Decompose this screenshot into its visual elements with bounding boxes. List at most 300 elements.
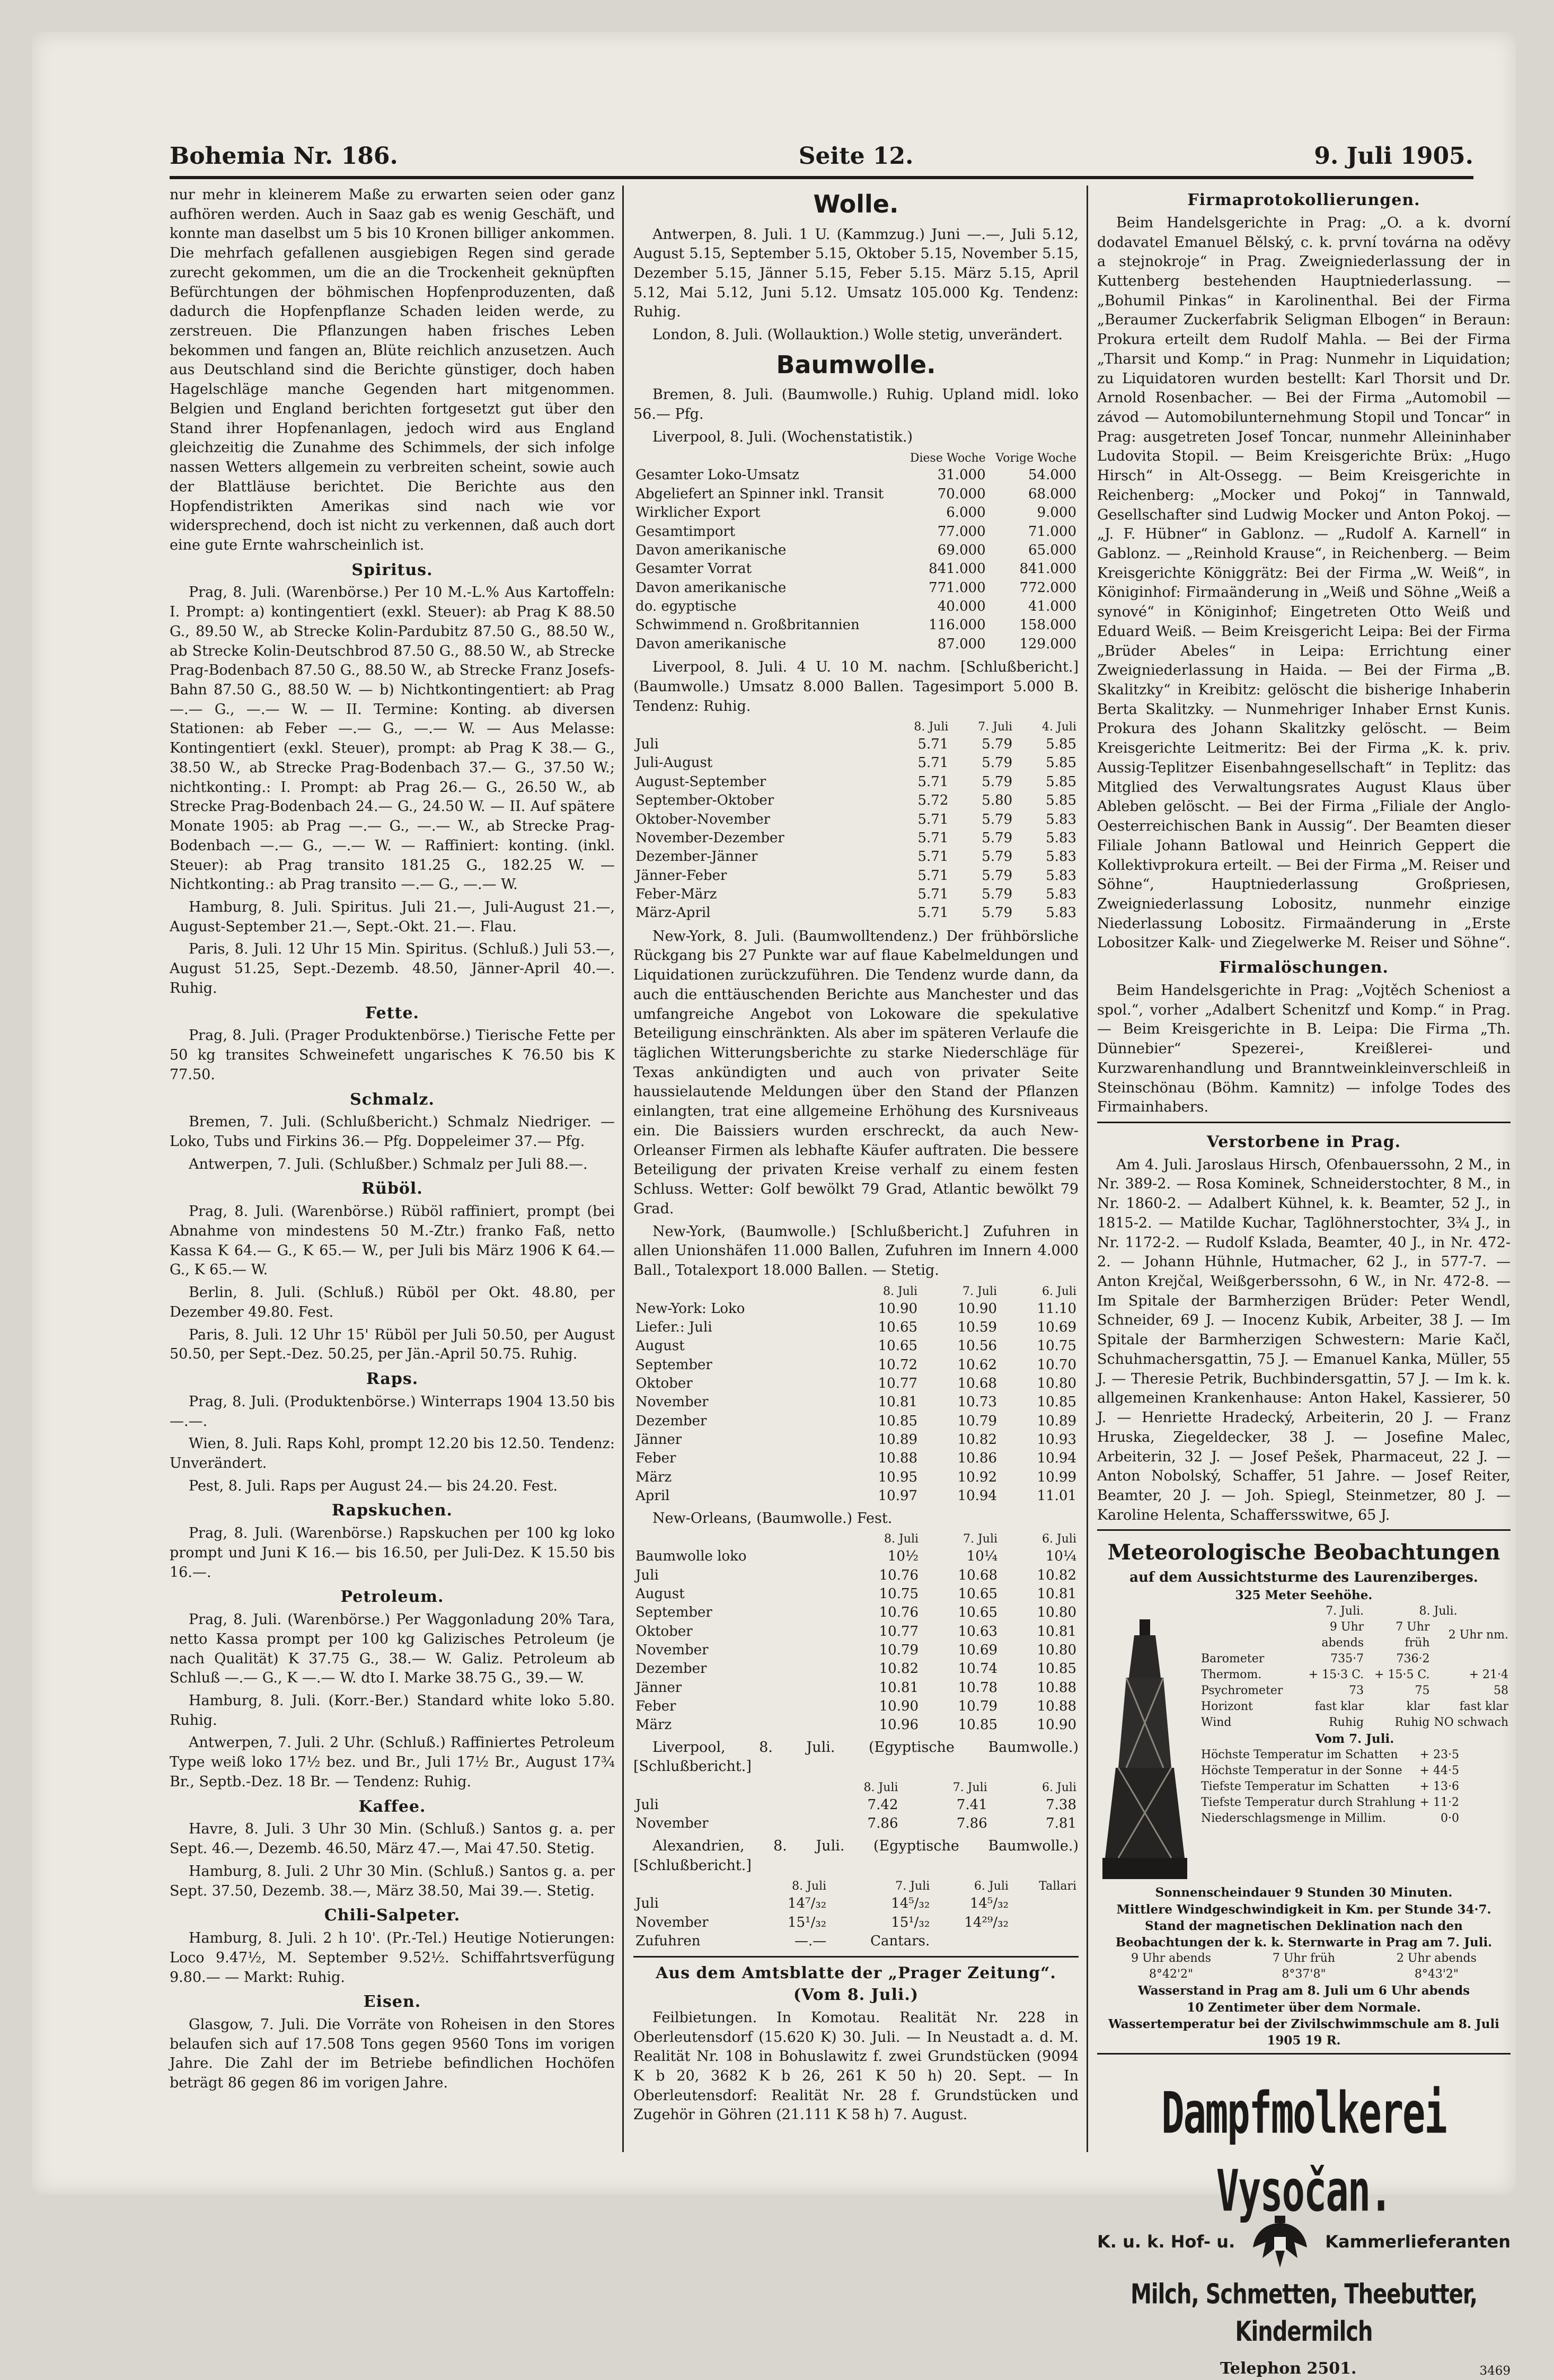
weather-box <box>1097 1529 1511 2049</box>
table-cell <box>1432 1651 1511 1667</box>
table-cell: 10.90 <box>1037 1717 1076 1733</box>
table-cell: Feber-März <box>635 886 717 902</box>
table-cell: 9 Uhr abends <box>1131 1952 1212 1965</box>
table-cell: 10.79 <box>957 1413 997 1429</box>
market-entry: Liverpool, 8. Juli. (Wochenstatistik.) <box>652 428 913 445</box>
table-cell: 10¼ <box>1045 1548 1076 1565</box>
table-cell: 10.89 <box>1037 1413 1076 1429</box>
table-header: 8. Juli <box>883 1284 918 1298</box>
table-unit: Tallari <box>1039 1880 1076 1893</box>
market-entry: Prag, 8. Juli. (Warenbörse.) Rüböl raffiniert, prompt (bei Abnahme von mindestens 50 M.-Ztr.) franko Faß, netto Kassa K 64.— G., K 65.— W., per Juli bis März 1906 K 64.— G., K 65.— W. <box>170 1203 615 1279</box>
newspaper-page <box>32 32 1516 2378</box>
table-cell: 10.86 <box>957 1450 997 1467</box>
table-cell: —.— <box>794 1933 827 1949</box>
market-entry: Pest, 8. Juli. Raps per August 24.— bis 24.20. Fest. <box>189 1477 558 1494</box>
table-cell: 10.88 <box>1037 1679 1076 1696</box>
table-cell: 41.000 <box>1028 598 1076 614</box>
table-row <box>1199 1795 1461 1811</box>
ad-telephone: Telephon 2501. <box>1220 2359 1357 2378</box>
table-cell: Jänner <box>635 1679 682 1696</box>
table-cell: 10.76 <box>879 1605 919 1621</box>
table-cell: 7.41 <box>956 1797 987 1813</box>
table-cell: 10.97 <box>878 1488 918 1504</box>
table-cell: September <box>635 1605 712 1621</box>
market-entry: Alexandrien, 8. Juli. (Egyptische Baumwolle.) [Schlußbericht.] <box>633 1837 1079 1874</box>
table-cell: 58 <box>1494 1683 1508 1697</box>
table-cell: + 21·4 <box>1469 1668 1508 1682</box>
market-entry: Paris, 8. Juli. 12 Uhr 15' Rüböl per Juli 50.50, per August 50.50, per Sept.-Dez. 50.25, per Jän.-April 50.75. Ruhig. <box>170 1326 615 1363</box>
table-cell: Psychrometer <box>1201 1683 1283 1697</box>
table-row <box>633 848 1079 866</box>
table-cell: 10.90 <box>879 1698 919 1715</box>
section-heading-baumwolle: Baumwolle. <box>776 350 936 379</box>
table-header: 4. Juli <box>1041 720 1076 734</box>
table-cell: 5.85 <box>1046 755 1076 771</box>
table-cell: 736·2 <box>1396 1652 1430 1666</box>
table-header: 9 Uhr abends <box>1321 1620 1364 1650</box>
table-cell: Zufuhren <box>635 1933 701 1949</box>
table-cell: 5.71 <box>917 867 949 884</box>
table-cell: 75 <box>1415 1683 1430 1697</box>
table-cell: 5.71 <box>917 886 949 902</box>
table-cell: 10.80 <box>1037 1642 1076 1658</box>
table-header: 6. Juli <box>1041 1284 1076 1298</box>
market-entry: Prag, 8. Juli. (Produktenbörse.) Winterraps 1904 13.50 bis —.—. <box>170 1393 615 1430</box>
table-header: 8. Juli <box>914 720 949 734</box>
table-cell: 10.70 <box>1037 1356 1076 1373</box>
header-page: Seite 12. <box>798 143 914 170</box>
market-entry: London, 8. Juli. (Wollauktion.) Wolle stetig, unverändert. <box>652 327 1063 343</box>
table-cell: 10.78 <box>958 1679 998 1696</box>
advertisement <box>1097 2053 1511 2379</box>
table-row <box>633 1566 1079 1585</box>
table-cell: Höchste Temperatur im Schatten <box>1201 1748 1398 1761</box>
table-row <box>1199 1747 1461 1763</box>
weather-water-level: 10 Zentimeter über dem Normale. <box>1187 2000 1421 2015</box>
alexandria-table <box>633 1879 1079 1951</box>
table-cell: 10.75 <box>879 1585 919 1602</box>
table-row <box>633 1697 1079 1716</box>
table-cell: Dezember <box>635 1413 707 1429</box>
table-cell: 10.69 <box>958 1642 998 1658</box>
table-cell: 5.83 <box>1046 811 1076 827</box>
market-entry: Hamburg, 8. Juli. 2 Uhr 30 Min. (Schluß.) Santos g. a. per Sept. 37.50, Dezemb. 38.—, März 38.50, Mai 39.—. Stetig. <box>170 1863 615 1899</box>
table-cell: 10.93 <box>1037 1432 1076 1448</box>
table-cell: 116.000 <box>929 617 986 633</box>
table-cell: + 15·5 C. <box>1374 1668 1430 1682</box>
table-row <box>633 1318 1079 1337</box>
table-cell: 10.65 <box>958 1585 998 1602</box>
table-cell: November <box>635 1815 709 1832</box>
table-cell: 10.81 <box>878 1394 918 1411</box>
table-header: 2 Uhr nm. <box>1448 1628 1508 1642</box>
table-cell: 10.90 <box>878 1300 918 1317</box>
table-cell: Juli <box>635 1896 659 1912</box>
table-cell: 73 <box>1349 1683 1364 1697</box>
weather-magnet: Stand der magnetischen Deklination nach den Beobachtungen der k. k. Sternwarte in Prag am 7. Juli. <box>1115 1918 1493 1950</box>
table-cell: März-April <box>635 905 711 921</box>
table-cell: 5.85 <box>1046 736 1076 753</box>
table-cell: 14²⁹/₃₂ <box>964 1914 1009 1931</box>
table-cell: 10.89 <box>878 1432 918 1448</box>
weather-wind: Mittlere Windgeschwindigkeit in Km. per Stunde 34·7. <box>1116 1902 1491 1917</box>
table-cell: 10.80 <box>1037 1376 1076 1391</box>
table-cell: 10.62 <box>957 1356 997 1373</box>
table-cell: 5.85 <box>1046 773 1076 790</box>
table-row <box>633 523 1079 541</box>
table-cell: 14⁷/₃₂ <box>788 1896 827 1912</box>
table-cell: 10.88 <box>878 1450 918 1467</box>
table-cell: 10.81 <box>1037 1585 1076 1602</box>
table-cell: 5.71 <box>917 736 949 753</box>
table-cell: Davon amerikanische <box>635 579 787 596</box>
table-row <box>633 1641 1079 1660</box>
table-cell: 69.000 <box>937 542 986 558</box>
table-cell: 10.56 <box>957 1338 997 1354</box>
table-cell: 5.79 <box>982 811 1013 827</box>
table-row <box>633 1374 1079 1393</box>
table-cell: Oktober <box>635 1623 693 1639</box>
table-header: Vorige Woche <box>995 451 1076 465</box>
table-cell: 5.71 <box>917 849 949 865</box>
table-cell: Dezember-Jänner <box>635 849 758 865</box>
table-cell: 10.65 <box>958 1605 998 1621</box>
table-cell: 10.90 <box>957 1300 997 1317</box>
table-row <box>633 1660 1079 1678</box>
table-cell: 10.92 <box>957 1469 997 1485</box>
table-row <box>633 1914 1079 1932</box>
table-cell: 5.79 <box>982 905 1013 921</box>
table-cell: 5.80 <box>982 792 1013 809</box>
table-header: 8. Juli. <box>1419 1605 1458 1618</box>
table-cell: Juli-August <box>635 755 713 771</box>
table-row <box>633 867 1079 885</box>
weather-water: Wasserstand in Prag am 8. Juli um 6 Uhr abends <box>1137 1984 1470 1998</box>
table-cell: 15¹/₃₂ <box>788 1914 827 1931</box>
table-header: 7. Juli <box>978 720 1013 734</box>
table-cell: 7.81 <box>1046 1815 1076 1832</box>
table-cell: Davon amerikanische <box>635 542 787 558</box>
magnet-table <box>1097 1951 1511 1982</box>
table-row <box>633 560 1079 578</box>
table-cell: NO schwach <box>1434 1715 1508 1729</box>
table-cell: 10.69 <box>1037 1319 1076 1335</box>
market-entry: Hamburg, 8. Juli. 2 h 10'. (Pr.-Tel.) Heutige Notierungen: Loco 9.47½, M. September 9.52½. Schiffahrtsverfügung 9.80.— — Markt: Ruhig. <box>170 1930 615 1986</box>
table-cell: 10.81 <box>879 1679 919 1696</box>
table-row <box>633 1894 1079 1913</box>
table-row <box>633 616 1079 634</box>
table-header: 7. Juli <box>962 1284 997 1298</box>
liverpool-egyptian-table <box>633 1780 1079 1834</box>
market-entry: Liverpool, 8. Juli. (Egyptische Baumwolle.) [Schlußbericht.] <box>633 1739 1079 1775</box>
section-heading-rueboel: Rüböl. <box>361 1179 423 1198</box>
table-cell: Horizont <box>1201 1699 1253 1713</box>
table-cell: Ruhig <box>1329 1715 1364 1729</box>
table-cell: 54.000 <box>1028 467 1076 483</box>
market-entry: Hamburg, 8. Juli. (Korr.-Ber.) Standard white loko 5.80. Ruhig. <box>170 1693 615 1729</box>
table-row <box>633 810 1079 829</box>
table-cell: 10.96 <box>879 1717 919 1733</box>
table-cell: 10.85 <box>878 1413 918 1429</box>
table-cell: Tiefste Temperatur durch Strahlung <box>1201 1795 1416 1809</box>
table-cell: November <box>635 1642 709 1658</box>
table-cell: do. egyptische <box>635 598 737 614</box>
header-issue: Bohemia Nr. 186. <box>170 143 398 170</box>
notice-entry: Feilbietungen. In Komotau. Realität Nr. 228 in Oberleutensdorf (15.620 K) 30. Juli. — In Neustadt a. d. M. Realität Nr. 108 in Bohuslawitz f. zwei Grundstücken (9094 K b 20, 3682 K b 26, 261 K 50 h) 20. Sept. — In Oberleutensdorf: Realität Nr. 28 f. Grundstücken und Zugehör in Göhren (21.111 K 58 h) 7. August. <box>633 2009 1079 2123</box>
table-row <box>633 904 1079 922</box>
table-cell: 10.77 <box>878 1376 918 1391</box>
table-cell: 71.000 <box>1028 523 1076 540</box>
table-cell: Gesamtimport <box>635 523 736 540</box>
table-cell: 772.000 <box>1019 579 1076 596</box>
table-cell: 10.94 <box>957 1488 997 1504</box>
market-entry: Prag, 8. Juli. (Warenbörse.) Per 10 M.-L.% Aus Kartoffeln: I. Prompt: a) kontingentiert (exkl. Steuer): ab Prag K 88.50 G., 89.50 W., ab Strecke Kolin-Pardubitz 87.50 G., 88.50 W., ab Strecke Kolin-Deutschbrod 87.50 G., 88.50 W., ab Strecke Prag-Bodenbach 87.50 G., 88.50 W., ab Strecke Franz Josefs-Bahn 87.50 G., 88.50 W. — b) Nichtkontingentiert: ab Prag —.— G., —.— W. — II. Termine: Konting. ab diversen Stationen: ab Feber —.— G., —.— W. — Aus Melasse: Kontingentiert (exkl. Steuer), prompt: ab Prag K 38.— G., 38.50 W., ab Strecke Prag-Bodenbach 37.— G., 37.50 W.; nichtkonting.: I. Prompt: ab Prag 26.— G., 26.50 W., ab Strecke Prag-Bodenbach 24.— G., 24.50 W. — II. Auf spätere Monate 1905: ab Prag —.— G., —.— W., ab Strecke Prag-Bodenbach —.— G., —.— W. — Raffiniert: konting. (inkl. Steuer): ab Prag transito 181.25 G., 182.25 W. — Nichtkonting.: ab Prag transito —.— G., —.— W. <box>170 584 615 893</box>
table-cell: 10.65 <box>878 1338 918 1354</box>
table-cell: 10.80 <box>1037 1605 1076 1621</box>
table-cell: + 11·2 <box>1419 1795 1459 1809</box>
table-row <box>633 1337 1079 1355</box>
table-cell: Baumwolle loko <box>635 1548 747 1565</box>
table-cell: 6.000 <box>946 505 986 521</box>
table-cell: Juli <box>635 1797 659 1813</box>
table-cell: + 23·5 <box>1419 1748 1459 1761</box>
weather-water-temp: Wassertemperatur bei der Zivilschwimmschule am 8. Juli 1905 19 R. <box>1108 2016 1499 2048</box>
table-cell: 10.63 <box>958 1623 998 1639</box>
table-cell: 10.94 <box>1037 1450 1076 1467</box>
table-cell: 5.71 <box>917 773 949 790</box>
table-cell: Höchste Temperatur in der Sonne <box>1201 1764 1402 1777</box>
market-entry: Wien, 8. Juli. Raps Kohl, prompt 12.20 bis 12.50. Tendenz: Unverändert. <box>170 1435 615 1471</box>
table-row <box>633 1300 1079 1318</box>
table-cell: Juli <box>635 1567 659 1583</box>
table-header: 8. Juli <box>792 1880 827 1893</box>
table-cell: Gesamter Loko-Umsatz <box>635 467 799 483</box>
table-cell: März <box>635 1717 672 1733</box>
table-cell: 5.79 <box>982 886 1013 902</box>
table-cell: + 13·6 <box>1419 1779 1459 1793</box>
market-entry: Hamburg, 8. Juli. Spiritus. Juli 21.—, Juli-August 21.—, August-September 21.—, Sept.-Okt. 21.—. Flau. <box>170 898 615 935</box>
table-cell: 5.79 <box>982 830 1013 846</box>
table-cell: 735·7 <box>1330 1652 1364 1666</box>
table-cell: 10.68 <box>958 1567 998 1583</box>
table-header: 6. Juli <box>1041 1781 1076 1795</box>
table-cell: Oktober-November <box>635 811 771 827</box>
ad-title: Dampfmolkerei Vysočan. <box>1161 2079 1446 2225</box>
table-row <box>633 1796 1079 1814</box>
table-cell: Dezember <box>635 1661 707 1677</box>
table-cell: September-Oktober <box>635 792 774 809</box>
table-cell: 10.59 <box>957 1319 997 1335</box>
table-cell: 5.79 <box>982 849 1013 865</box>
notice-entry: Beim Handelsgerichte in Prag: „O. a k. dvorní dodavatel Emanuel Bělský, c. k. první továrna na oděvy a stejnokroje“ in Prag. Zweigniederlassung der in Kuttenberg bestehenden Hauptniederlassung. — „Bohumil Pinkas“ in Karolinenthal. Bei der Firma „Beraumer Zuckerfabrik Seligman Elbogen“ in Beraun: Prokura erteilt dem Rudolf Mahla. — Bei der Firma „Tharsit und Komp.“ in Prag: Nunmehr in Liquidation; zu Liquidatoren wurden bestellt: Karl Thorsit und Dr. Arnold Rosenbacher. — Bei der Firma „Automobil — závod — Automobilunternehmung Stopil und Toncar“ in Prag: ausgetreten Josef Toncar, nunmehr Alleininhaber Ludovita Stopil. — Beim Kreisgerichte Brüx: „Hugo Hirsch“ in Alt-Ossegg. — Beim Kreisgerichte in Reichenberg: „Mocker und Pokoj“ in Tannwald, Gesellschafter sind Ludwig Mocker und Anton Pokoj. — „J. F. Hübner“ in Gablonz. — „Rudolf A. Karnell“ in Gablonz. — „Reinhold Krause“, in Reichenberg. — Beim Kreisgerichte Königgrätz: Bei der Firma „W. Weiß“, in Königinhof: Firmaänderung in „Weiß und Söhne „Weiß a synové“ in Königinhof; Eingetreten Otto Weiß und Eduard Weiß. — Beim Kreisgericht Leipa: Bei der Firma „Brüder Abeles“ in Leipa: Errichtung einer Zweigniederlassung in Haida. — Bei der Firma „B. Skalitzky“ in Kreibitz: gelöscht die bisherige Inhaberin Berta Skalitzky. — Nunmehriger Inhaber Ernst Kunis. Prokura des Johann Skalitzky gelöscht. — Beim Kreisgerichte Leitmeritz: Bei der Firma „K. k. priv. Aussig-Teplitzer Eisenbahngesellschaft“ in Teplitz: das Mitglied des Verwaltungsrates August Klaus über Ableben gelöscht. — Bei der Firma „Filiale der Anglo-Oesterreichischen Bank in Aussig“. Der Beamten dieser Filiale Johann Batlowal und Heinrich Geppert die Kollektivprokura erteilt. — Bei der Firma „M. Reiser und Söhne“, Hauptniederlassung Großpriesen, Zweigniederlassung Lobositz, nunmehr einzige Niederlassung Lobositz. Firmaänderung in „Erste Lobositzer Kalk- und Ziegelwerke M. Reiser und Söhne“. <box>1097 214 1511 951</box>
table-header: 7. Juli. <box>1326 1605 1364 1618</box>
table-cell: fast klar <box>1459 1699 1508 1713</box>
table-cell: 5.83 <box>1046 886 1076 902</box>
column-3 <box>1097 186 1511 2378</box>
table-cell: Ruhig <box>1394 1715 1430 1729</box>
section-heading-rapskuchen: Rapskuchen. <box>332 1501 453 1520</box>
ad-left: K. u. k. Hof- u. <box>1097 2232 1235 2252</box>
table-cell: 7.38 <box>1046 1797 1076 1813</box>
table-row <box>633 1814 1079 1833</box>
market-entry: Bremen, 8. Juli. (Baumwolle.) Ruhig. Upland midl. loko 56.— Pfg. <box>633 386 1079 423</box>
weather-sunshine: Sonnenscheindauer 9 Stunden 30 Minuten. <box>1155 1885 1453 1900</box>
table-row <box>633 754 1079 772</box>
table-cell: 10.77 <box>879 1623 919 1639</box>
table-cell: 8°43'2" <box>1414 1968 1459 1981</box>
liverpool-prices-table <box>633 719 1079 923</box>
neworleans-prices-table <box>633 1531 1079 1735</box>
table-cell: November <box>635 1394 709 1411</box>
table-cell: Barometer <box>1201 1652 1265 1666</box>
table-cell: 10.75 <box>1037 1338 1076 1354</box>
market-entry: Glasgow, 7. Juli. Die Vorräte von Roheisen in den Stores belaufen sich auf 17.508 Tons gegen 9560 Tons im vorigen Jahre. Die Zahl der im Betriebe befindlichen Hochöfen beträgt 86 gegen 86 im vorigen Jahre. <box>170 2016 615 2092</box>
table-cell: 5.79 <box>982 867 1013 884</box>
market-entry: Antwerpen, 7. Juli. 2 Uhr. (Schluß.) Raffiniertes Petroleum Type weiß loko 17½ bez. und Br., Juli 17½ Br., August 17¾ Br., Septb.-Dez. 18 Br. — Tendenz: Ruhig. <box>170 1734 615 1790</box>
section-heading-eisen: Eisen. <box>363 1993 421 2012</box>
table-cell: Schwimmend n. Großbritannien <box>635 617 860 633</box>
table-cell: Tiefste Temperatur im Schatten <box>1201 1779 1390 1793</box>
table-row <box>1199 1699 1511 1715</box>
table-cell: 14⁵/₃₂ <box>891 1896 930 1912</box>
table-row <box>633 579 1079 597</box>
table-header: 7. Juli <box>895 1880 930 1893</box>
table-cell: 771.000 <box>929 579 986 596</box>
weather-title: Meteorologische Beobachtungen <box>1107 1540 1500 1565</box>
table-row <box>633 1932 1079 1951</box>
market-entry: Paris, 8. Juli. 12 Uhr 15 Min. Spiritus. (Schluß.) Juli 53.—, August 51.25, Sept.-Dezemb. 48.50, Jänner-April 40.—. Ruhig. <box>170 941 615 997</box>
table-cell: November <box>635 1914 709 1931</box>
table-row <box>1199 1811 1461 1827</box>
table-cell: Feber <box>635 1450 676 1467</box>
table-cell: 2 Uhr abends <box>1396 1952 1477 1965</box>
table-header: 8. Juli <box>863 1781 898 1795</box>
market-entry: New-York, 8. Juli. (Baumwolltendenz.) Der frühbörsliche Rückgang bis 27 Punkte war auf flaue Kabelmeldungen und Liquidationen zurückzuführen. Die Tendenz wurde dann, da auch die enttäuschenden Berichte aus Manchester und das umfangreiche Angebot von Lokoware die spekulative Beteiligung einschränkten. Als aber im späteren Verlaufe die täglichen Witterungsberichte zu starke Niederschläge für Texas ankündigten und auch von privater Seite haussielautende Meldungen über den Stand der Pflanzen einlangten, trat eine allgemeine Erhöhung des Kursniveaus ein. Die Baissiers wurden erschreckt, da auch New-Orleanser Firmen als lebhafte Käufer auftraten. Die bessere Beteiligung der privaten Kreise verhalf zu einem festen Schluss. Wetter: Golf bewölkt 79 Grad, Atlantic bewölkt 79 Grad. <box>633 928 1079 1217</box>
table-cell: 10.72 <box>878 1356 918 1373</box>
section-heading-amtsblatt: Aus dem Amtsblatte der „Prager Zeitung“. (Vom 8. Juli.) <box>656 1964 1056 2005</box>
table-cell: 5.83 <box>1046 867 1076 884</box>
table-cell: 10.85 <box>958 1717 998 1733</box>
column-rule <box>622 186 624 2152</box>
table-cell: Oktober <box>635 1376 693 1391</box>
table-row <box>633 597 1079 616</box>
table-cell: + 15·3 C. <box>1308 1668 1364 1682</box>
table-cell: 14⁵/₃₂ <box>969 1896 1009 1912</box>
table-cell: November-Dezember <box>635 830 784 846</box>
table-cell: 10.85 <box>1037 1394 1076 1411</box>
table-cell: 8°37'8" <box>1282 1968 1326 1981</box>
section-heading-kaffee: Kaffee. <box>358 1797 426 1816</box>
weather-extremes-table <box>1199 1747 1461 1827</box>
table-cell: 841.000 <box>1019 561 1076 577</box>
table-row <box>1199 1667 1511 1683</box>
table-header: 6. Juli <box>974 1880 1009 1893</box>
page-header <box>170 111 1473 179</box>
market-entry: Antwerpen, 8. Juli. 1 U. (Kammzug.) Juni —.—, Juli 5.12, August 5.15, September 5.15, Oktober 5.15, November 5.15, Dezember 5.15, Jänner 5.15, Feber 5.15. März 5.15, April 5.12, Mai 5.12, Juni 5.12. Umsatz 105.000 Kg. Tendenz: Ruhig. <box>633 226 1079 321</box>
table-cell: Niederschlagsmenge in Millim. <box>1201 1811 1387 1825</box>
weather-vom: Vom 7. Juli. <box>1315 1731 1394 1746</box>
table-cell: 158.000 <box>1019 617 1076 633</box>
table-row <box>633 1623 1079 1641</box>
table-cell <box>932 1932 1011 1951</box>
newyork-prices-table <box>633 1284 1079 1506</box>
table-cell: Abgeliefert an Spinner inkl. Transit <box>635 486 884 502</box>
table-cell: Jänner-Feber <box>635 867 727 884</box>
table-row <box>633 541 1079 560</box>
column-rule <box>1087 186 1088 2152</box>
table-cell: New-York: Loko <box>635 1300 745 1317</box>
market-entry: Liverpool, 8. Juli. 4 U. 10 M. nachm. [Schlußbericht.] (Baumwolle.) Umsatz 8.000 Ballen. Tagesimport 5.000 B. Tendenz: Ruhig. <box>633 659 1079 715</box>
table-cell: 7 Uhr früh <box>1272 1952 1336 1965</box>
table-cell: 10.88 <box>1037 1698 1076 1715</box>
table-cell: 10.79 <box>958 1698 998 1715</box>
header-date: 9. Juli 1905. <box>1314 143 1473 170</box>
table-cell: 87.000 <box>937 636 986 652</box>
table-row <box>633 1716 1079 1734</box>
table-row <box>1199 1651 1511 1667</box>
section-heading-raps: Raps. <box>366 1370 419 1388</box>
market-entry: New-York, (Baumwolle.) [Schlußbericht.] Zufuhren in allen Unionshäfen 11.000 Ballen, Zufuhren im Innern 4.000 Ball., Totalexport 18.000 Ballen. — Stetig. <box>633 1223 1079 1279</box>
table-cell: 5.71 <box>917 830 949 846</box>
table-cell: 10.81 <box>1037 1623 1076 1639</box>
table-cell: 70.000 <box>937 486 986 502</box>
table-cell: 5.83 <box>1046 830 1076 846</box>
table-cell: 10.82 <box>879 1661 919 1677</box>
ad-right: Kammerlieferanten <box>1325 2232 1511 2252</box>
table-cell: 10.79 <box>879 1642 919 1658</box>
table-cell: 31.000 <box>937 467 986 483</box>
weather-subtitle: auf dem Aussichtsturme des Laurenziberges. <box>1129 1569 1478 1585</box>
section-divider <box>633 1956 1079 1958</box>
table-row <box>633 1679 1079 1697</box>
table-cell: August <box>635 1338 685 1354</box>
table-header: 7. Juli <box>952 1781 987 1795</box>
table-cell: fast klar <box>1314 1699 1364 1713</box>
observation-tower-illustration <box>1097 1609 1193 1884</box>
table-row <box>633 635 1079 654</box>
table-cell: Wirklicher Export <box>635 505 761 521</box>
ad-number: 3469 <box>1479 2364 1511 2378</box>
table-cell: 5.79 <box>982 755 1013 771</box>
table-cell: 8°42'2" <box>1149 1968 1194 1981</box>
table-row <box>633 773 1079 791</box>
table-cell: Liefer.: Juli <box>635 1319 712 1335</box>
table-cell: 0·0 <box>1440 1811 1459 1825</box>
table-cell: 10.73 <box>957 1394 997 1411</box>
table-cell: August <box>635 1585 685 1602</box>
market-entry: Prag, 8. Juli. (Prager Produktenbörse.) Tierische Fette per 50 kg transites Schweinefett ungarisches K 76.50 bis K 77.50. <box>170 1027 615 1083</box>
table-row <box>1199 1683 1511 1699</box>
table-cell: März <box>635 1469 672 1485</box>
table-row <box>633 1468 1079 1487</box>
table-header: 8. Juli <box>884 1532 919 1546</box>
table-cell: 5.72 <box>917 792 949 809</box>
market-entry: Havre, 8. Juli. 3 Uhr 30 Min. (Schluß.) Santos g. a. per Sept. 46.—, Dezemb. 46.50, März 47.—, Mai 47.50. Stetig. <box>170 1821 615 1857</box>
table-cell: Feber <box>635 1698 676 1715</box>
table-row <box>633 1356 1079 1374</box>
table-row <box>633 504 1079 522</box>
table-cell: 7.86 <box>867 1815 898 1832</box>
table-cell: 5.83 <box>1046 905 1076 921</box>
table-cell: 7.86 <box>956 1815 987 1832</box>
table-cell: 11.01 <box>1037 1488 1076 1504</box>
weather-table <box>1199 1603 1511 1730</box>
hops-report: nur mehr in kleinerem Maße zu erwarten seien oder ganz aufhören werden. Auch in Saaz gab es wenig Geschäft, und konnte man daselbst um 5 bis 10 Kronen billiger ankommen. Die mehrfach gefallenen ausgiebigen Regen sind gerade zurecht gekommen, um die an die Trockenheit geknüpften Befürchtungen der böhmischen Hopfenproduzenten, daß dadurch die Hopfenpflanze Schaden leiden werde, zu zerstreuen. Die Pflanzungen haben frisches Leben bekommen und fangen an, Blüte reichlich anzusetzen. Auch aus Deutschland sind die Berichte günstiger, doch haben Hagelschläge manche Gegenden hart mitgenommen. Belgien und England berichten fortgesetzt gut über den Stand ihrer Hopfenanlagen, jedoch wird aus England gleichzeitig die Zunahme des Schimmels, der sich infolge nassen Wetters allgemein zu verbreiten scheint, sowie auch der Blattläuse berichtet. Die Berichte aus den Hopfendistrikten Amerikas sind nach wie vor widersprechend, doch ist nicht zu verkennen, daß auch dort eine gute Ernte wahrscheinlich ist. <box>170 187 615 553</box>
table-cell: September <box>635 1356 712 1373</box>
section-heading-schmalz: Schmalz. <box>350 1090 435 1109</box>
table-cell: 68.000 <box>1028 486 1076 502</box>
table-row <box>633 735 1079 754</box>
